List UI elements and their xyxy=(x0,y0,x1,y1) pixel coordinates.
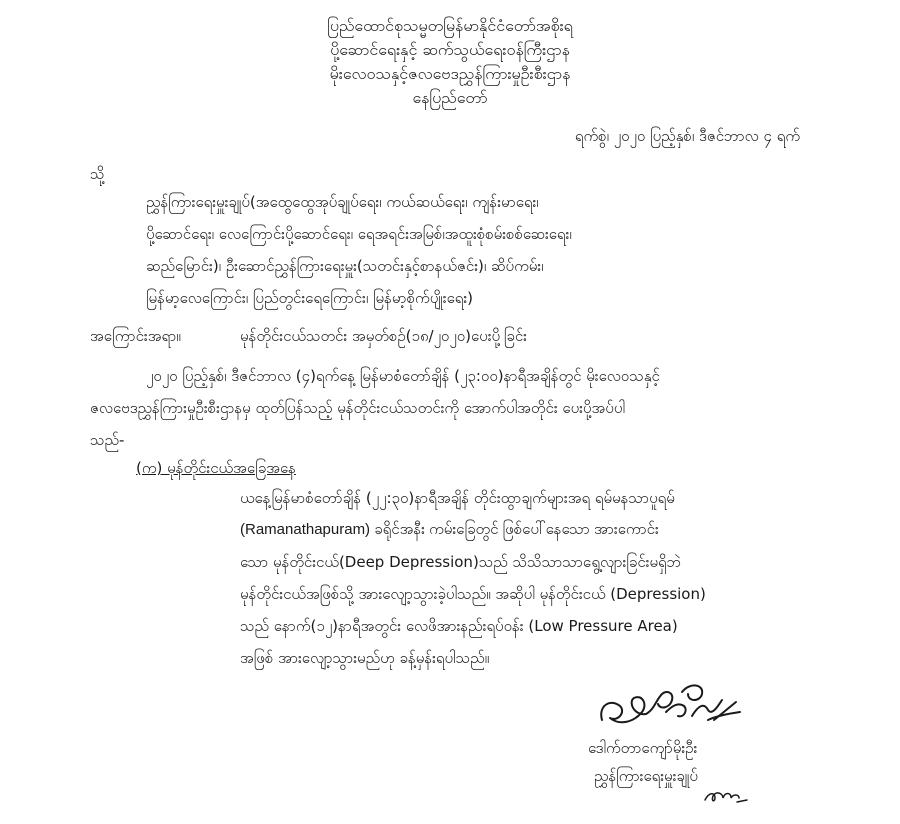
initials-mark xyxy=(703,786,749,806)
subject-text: မုန်တိုင်းငယ်သတင်း အမှတ်စဉ်(၁၈/၂၀၂၀)ပေးပို့ခြင်း xyxy=(240,327,527,345)
recipients-line: ညွှန်ကြားရေးမှူးချုပ်(အထွေထွေအုပ်ချုပ်ရေး၊ ကယ်ဆယ်ရေး၊ ကျန်းမာရေး၊ xyxy=(146,193,539,211)
handwritten-signature xyxy=(596,676,746,732)
section-heading: (က) မုန်တိုင်းငယ်အခြေအနေ xyxy=(136,459,296,477)
paragraph-line: သည် နောက်(၁၂)နာရီအတွင်း လေဖိအားနည်းရပ်ဝန်း (Low Pressure Area) xyxy=(240,617,678,635)
paragraph-line: သည်- xyxy=(90,431,125,449)
subject-label: အကြောင်းအရာ။ xyxy=(90,327,181,345)
paragraph-line: ယနေ့မြန်မာစံတော်ချိန် (၂၂:၃၀)နာရီအချိန် တိုင်းထွာချက်များအရ ရမ်မနသာပူရမ် xyxy=(240,489,675,507)
paragraph-line: အဖြစ် အားလျော့သွားမည်ဟု ခန့်မှန်းရပါသည်။ xyxy=(240,649,490,667)
letterhead-government: ပြည်ထောင်စုသမ္မတမြန်မာနိုင်ငံတော်အစိုးရ xyxy=(327,16,573,35)
paragraph-line: သော မုန်တိုင်းငယ်(Deep Depression)သည် သိသိသာသာရွေ့လျားခြင်းမရှိဘဲ xyxy=(240,553,682,571)
paragraph-line: ၂၀၂၀ ပြည့်နှစ်၊ ဒီဇင်ဘာလ (၄)ရက်နေ့ မြန်မာစံတော်ချိန် (၂၃:၀၀)နာရီအချိန်တွင် မိုးလေဝသနှင့် xyxy=(146,367,660,385)
recipients-line: ပို့ဆောင်ရေး၊ လေကြောင်းပို့ဆောင်ရေး၊ ရေအရင်းအမြစ်၊အထူးစုံစမ်းစစ်ဆေးရေး၊ xyxy=(146,225,572,243)
paragraph-line: ဇလဗေဒညွှန်ကြားမှုဦးစီးဌာနမှ ထုတ်ပြန်သည့် မုန်တိုင်းငယ်သတင်းကို အောက်ပါအတိုင်း ပေးပို့အပ်ပါ xyxy=(90,399,625,417)
letterhead-department: မိုးလေဝသနှင့်ဇလဗေဒညွှန်ကြားမှုဦးစီးဌာန xyxy=(329,64,571,83)
paragraph-line: မုန်တိုင်းငယ်အဖြစ်သို့ အားလျော့သွားခဲ့ပါသည်။ အဆိုပါ မုန်တိုင်းငယ် (Depression) xyxy=(240,585,706,603)
signatory-name: ဒေါက်တာကျော်မိုးဦး xyxy=(588,739,698,757)
paragraph-line: (Ramanathapuram) ခရိုင်အနီး ကမ်းခြေတွင် ဖြစ်ပေါ်နေသော အားကောင်း xyxy=(240,521,659,538)
letter-date: ရက်စွဲ၊ ၂၀၂၀ ပြည့်နှစ်၊ ဒီဇင်ဘာလ ၄ ရက် xyxy=(574,127,800,145)
recipients-line: မြန်မာ့လေကြောင်း၊ ပြည်တွင်းရေကြောင်း၊ မြန်မာ့စိုက်ပျိုးရေး) xyxy=(146,289,474,307)
letterhead-ministry: ပို့ဆောင်ရေးနှင့် ဆက်သွယ်ရေးဝန်ကြီးဌာန xyxy=(330,40,570,59)
signatory-title: ညွှန်ကြားရေးမှူးချုပ် xyxy=(594,767,698,785)
to-label: သို့ xyxy=(90,165,105,183)
letterhead-city: နေပြည်တော် xyxy=(412,88,488,107)
recipients-line: ဆည်မြောင်း)၊ ဦးဆောင်ညွှန်ကြားရေးမှူး(သတင်းနှင့်စာနယ်ဇင်း)၊ ဆိပ်ကမ်း၊ xyxy=(146,257,544,275)
